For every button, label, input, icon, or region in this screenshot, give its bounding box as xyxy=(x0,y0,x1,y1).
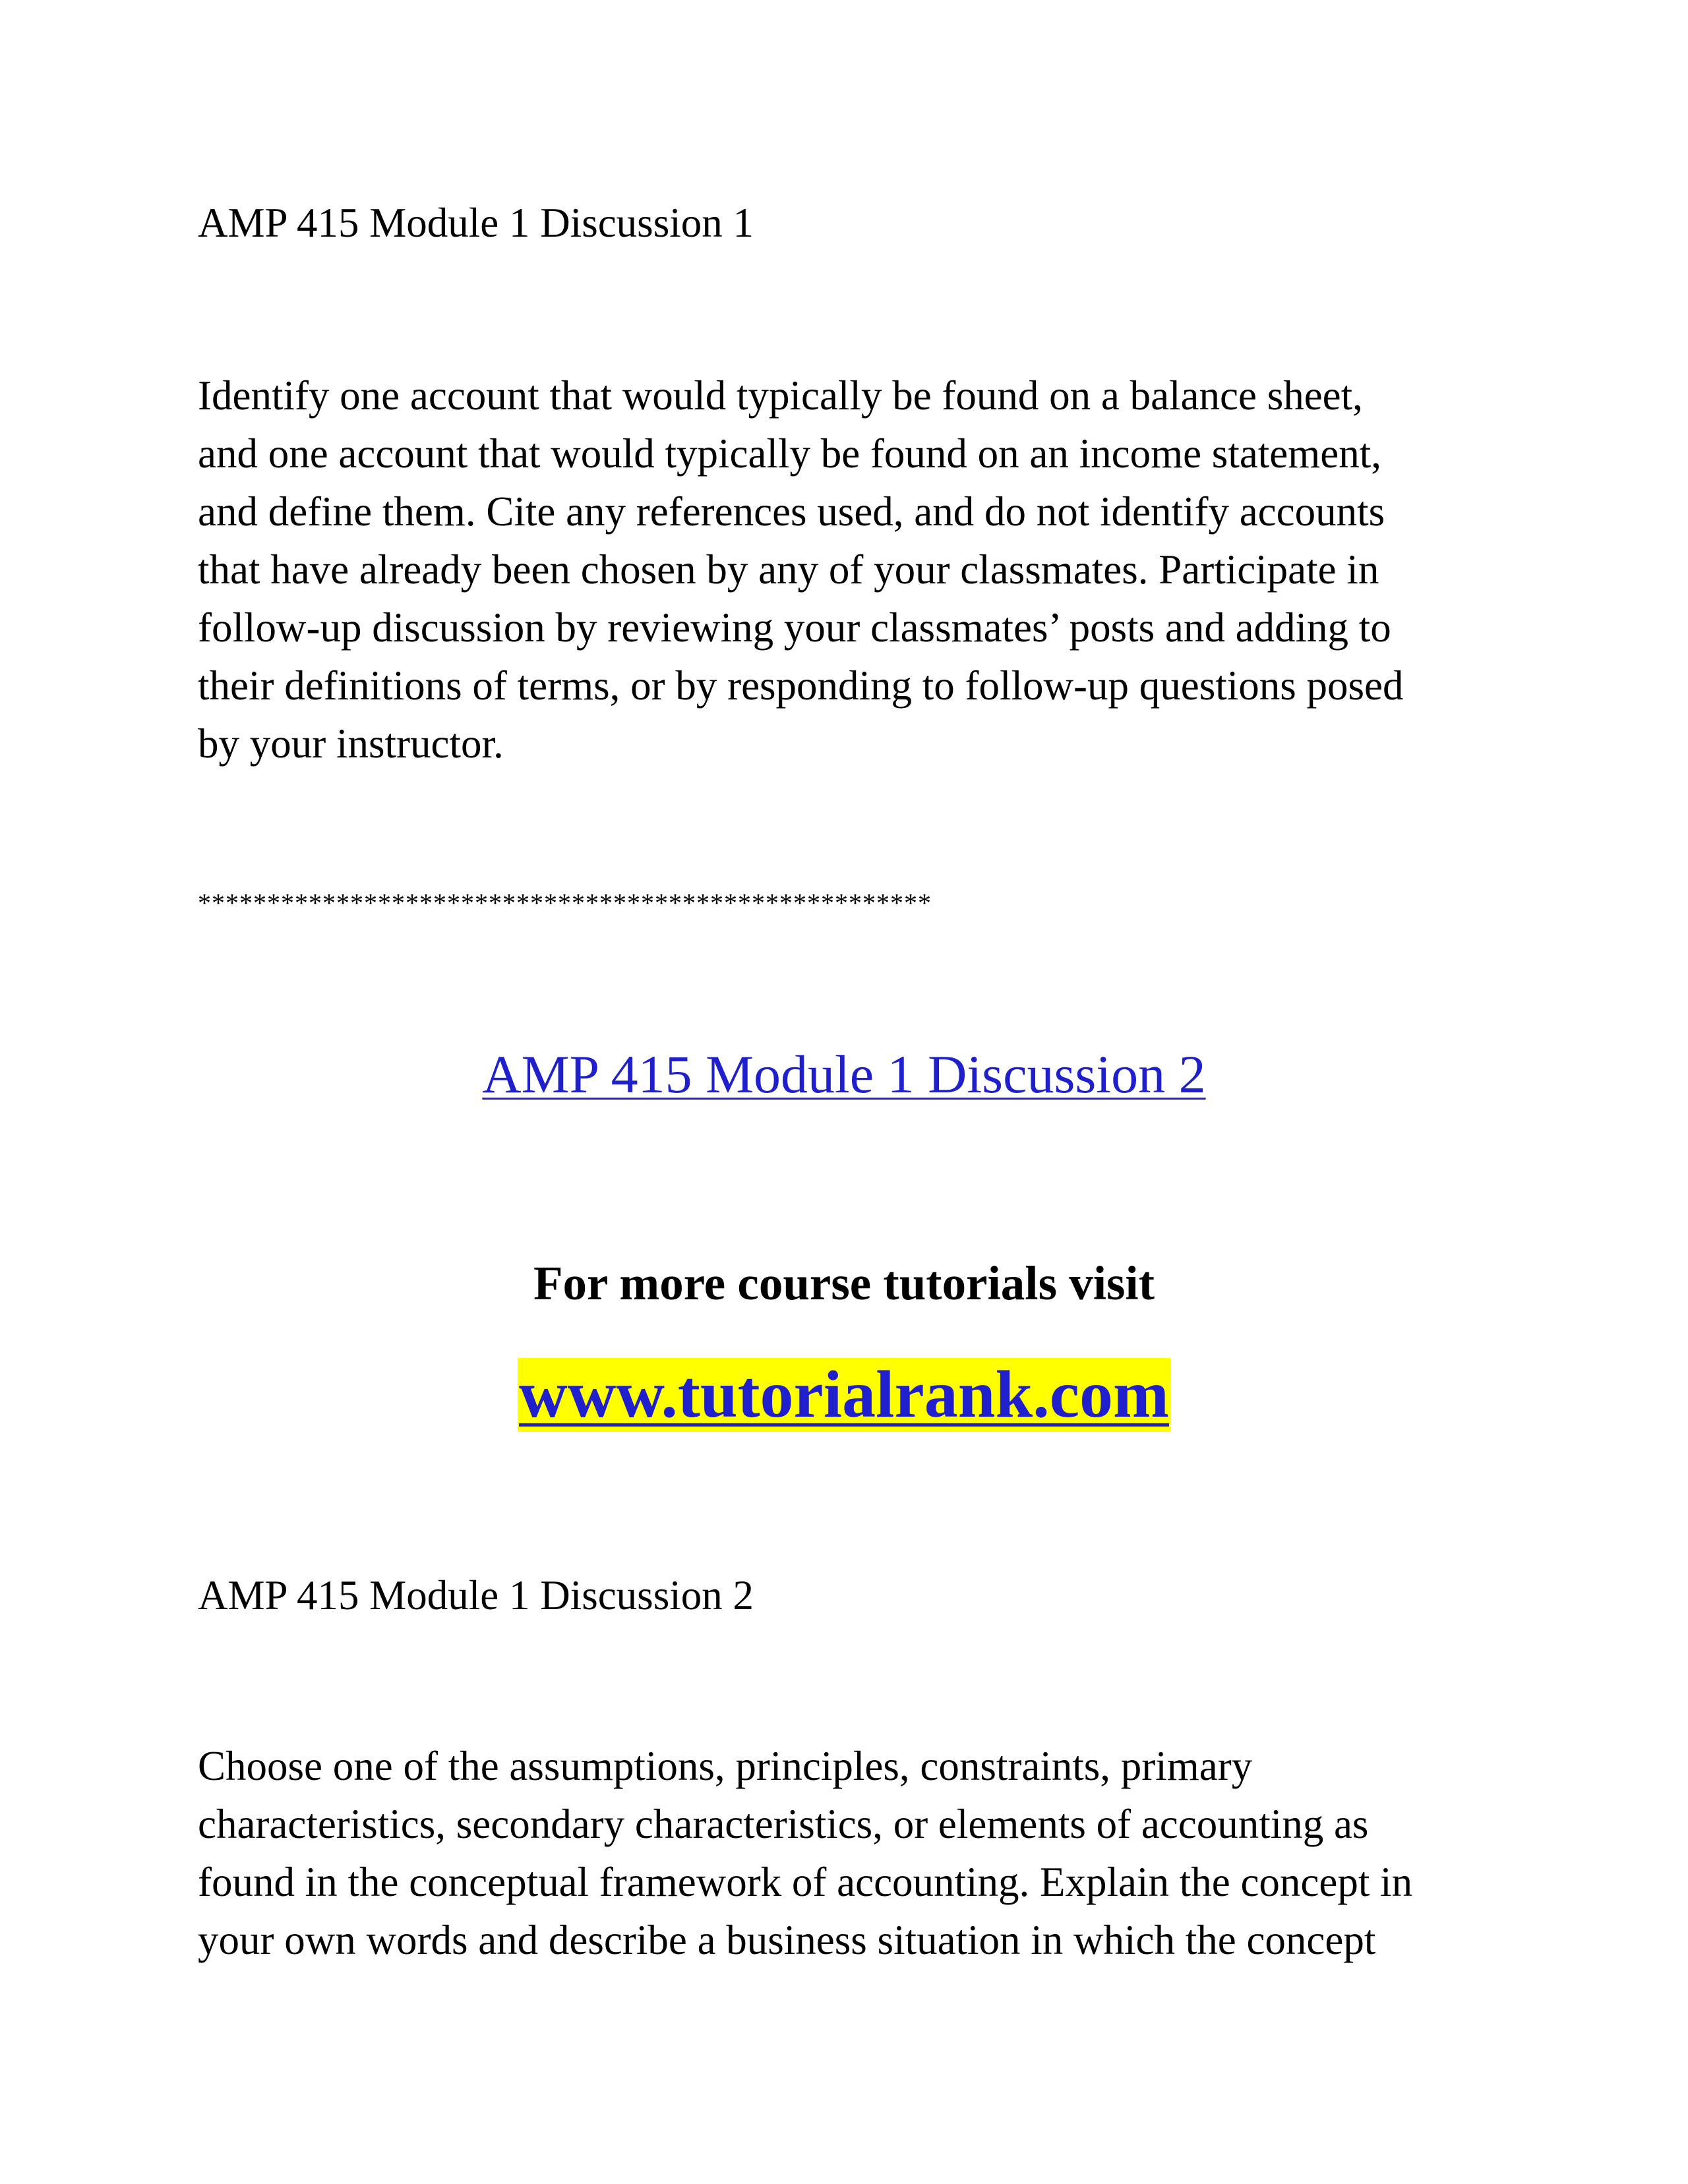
section2-body-line: your own words and describe a business situation in which the concept xyxy=(198,1917,1376,1963)
section1-body xyxy=(198,367,1503,773)
section1-body-line: Identify one account that would typically be found on a balance sheet, xyxy=(198,372,1363,419)
section1-body-line: follow-up discussion by reviewing your classmates’ posts and adding to xyxy=(198,605,1391,651)
tutorialrank-link[interactable]: www.tutorialrank.com xyxy=(519,1357,1169,1432)
discussion-2-link[interactable]: AMP 415 Module 1 Discussion 2 xyxy=(482,1044,1206,1104)
section2-body-line: characteristics, secondary characteristics, or elements of accounting as xyxy=(198,1801,1369,1847)
promo-text: For more course tutorials visit xyxy=(533,1256,1155,1310)
section2-body-line: found in the conceptual framework of accounting. Explain the concept in xyxy=(198,1859,1413,1905)
section1-body-line: by your instructor. xyxy=(198,721,504,767)
section1-body-line: that have already been chosen by any of your classmates. Participate in xyxy=(198,546,1379,593)
promo-link-row xyxy=(0,1358,1688,1432)
section2-body-line: Choose one of the assumptions, principles, constraints, primary xyxy=(198,1743,1253,1789)
separator-stars: ***************************************************** xyxy=(198,888,932,918)
section1-heading: AMP 415 Module 1 Discussion 1 xyxy=(198,200,754,246)
section1-body-line: and one account that would typically be found on an income statement, xyxy=(198,430,1381,477)
section2-heading: AMP 415 Module 1 Discussion 2 xyxy=(198,1572,754,1618)
section1-body-line: their definitions of terms, or by responding to follow-up questions posed xyxy=(198,663,1404,709)
section2-body xyxy=(198,1737,1503,1969)
section1-body-line: and define them. Cite any references used, and do not identify accounts xyxy=(198,488,1385,535)
